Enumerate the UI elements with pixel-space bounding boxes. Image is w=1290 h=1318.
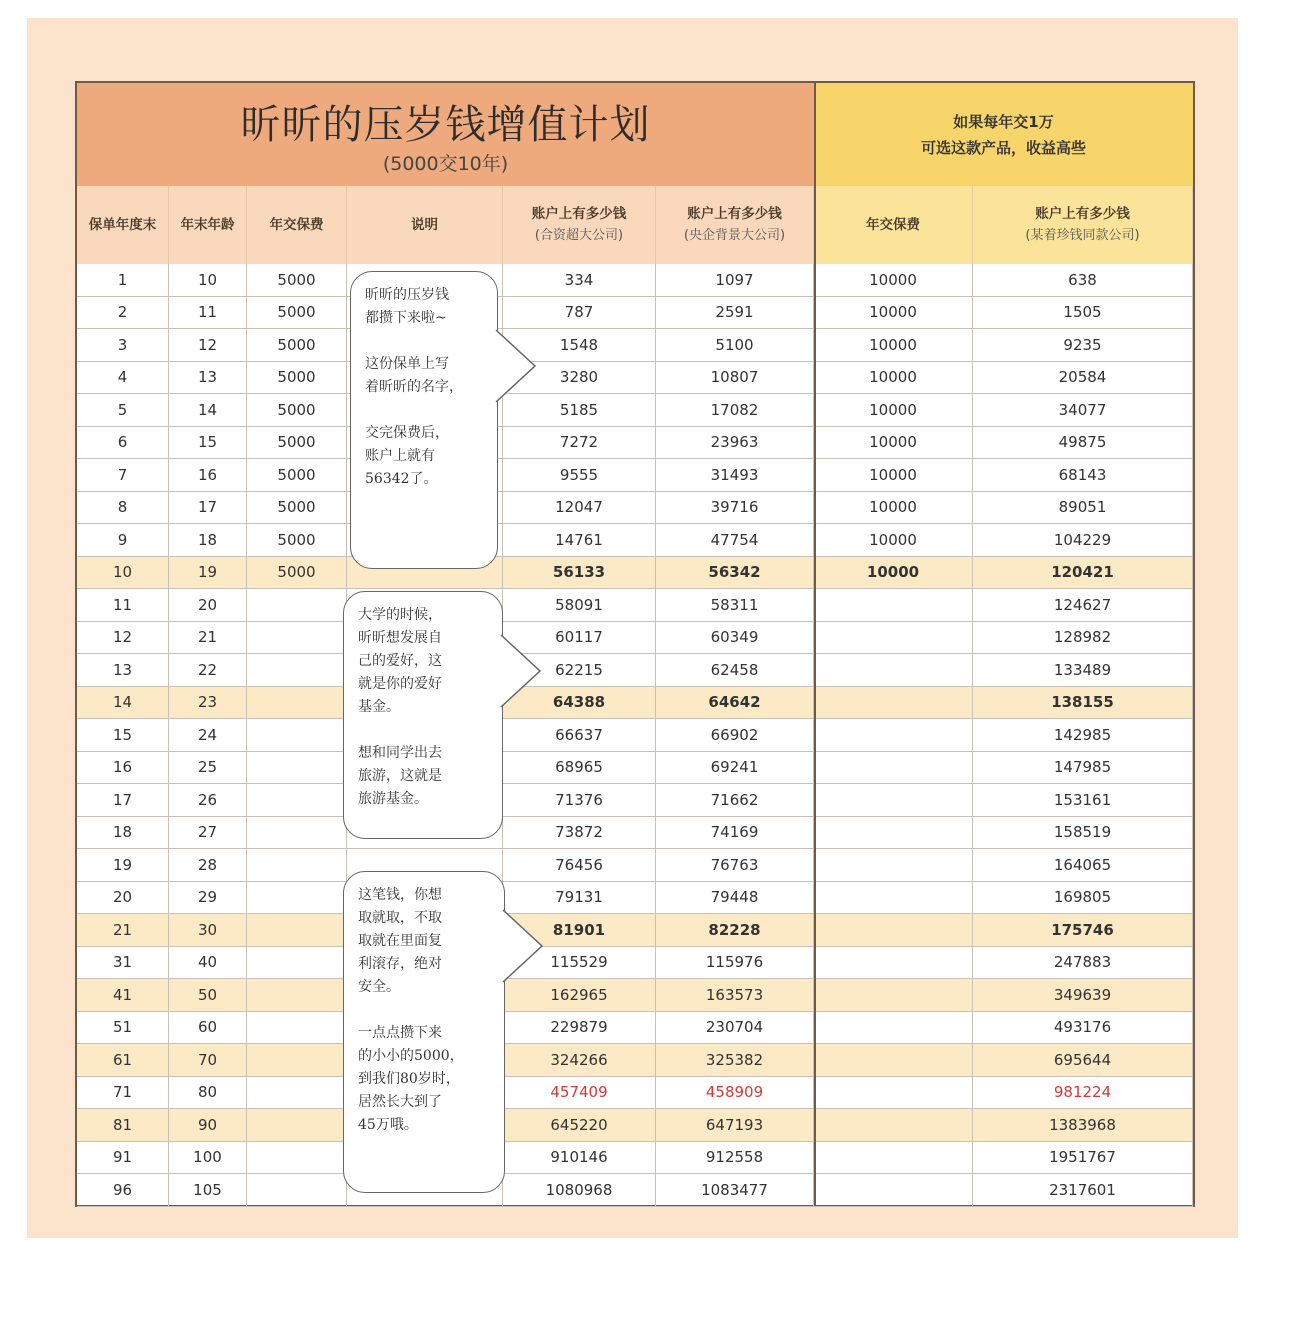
cell-y: 3 [77,329,169,361]
column-header-label: 账户上有多少钱 [1035,206,1130,222]
cell-prem2 [814,654,973,686]
table-row [77,1012,1193,1045]
cell-a: 787 [503,297,656,329]
table-row [77,589,1193,622]
cell-prem: 5000 [247,492,347,524]
cell-y: 2 [77,297,169,329]
cell-b: 2591 [656,297,814,329]
cell-prem2: 10000 [814,557,973,589]
cell-prem2: 10000 [814,427,973,459]
cell-c: 120421 [973,557,1193,589]
cell-prem2: 10000 [814,394,973,426]
cell-y: 21 [77,914,169,946]
cell-b: 1083477 [656,1174,814,1206]
table-row [77,654,1193,687]
cell-y: 13 [77,654,169,686]
cell-prem2: 10000 [814,297,973,329]
cell-prem2 [814,947,973,979]
cell-a: 1080968 [503,1174,656,1206]
column-header [503,186,656,264]
cell-c: 493176 [973,1012,1193,1044]
cell-age: 14 [169,394,247,426]
cell-prem: 5000 [247,329,347,361]
column-header-label: 年末年龄 [180,217,235,233]
cell-c: 1505 [973,297,1193,329]
cell-a: 73872 [503,817,656,849]
table-row [77,979,1193,1012]
cell-a: 1548 [503,329,656,361]
column-header [656,186,814,264]
cell-prem2: 10000 [814,362,973,394]
note-bubble [343,871,505,1193]
cell-age: 27 [169,817,247,849]
cell-y: 9 [77,524,169,556]
bubble-tail [495,328,545,408]
cell-c: 1951767 [973,1142,1193,1174]
cell-y: 10 [77,557,169,589]
cell-c: 349639 [973,979,1193,1011]
cell-prem2 [814,1077,973,1109]
cell-y: 12 [77,622,169,654]
table-row [77,817,1193,850]
cell-a: 334 [503,264,656,296]
cell-age: 21 [169,622,247,654]
cell-y: 96 [77,1174,169,1206]
cell-prem [247,914,347,946]
cell-prem2 [814,1109,973,1141]
cell-a: 60117 [503,622,656,654]
column-header-label: 说明 [411,217,438,233]
cell-a: 62215 [503,654,656,686]
cell-prem2 [814,719,973,751]
cell-a: 457409 [503,1077,656,1109]
cell-y: 8 [77,492,169,524]
cell-age: 16 [169,459,247,491]
cell-age: 60 [169,1012,247,1044]
note-bubble [343,591,503,839]
cell-b: 31493 [656,459,814,491]
table-row [77,784,1193,817]
cell-b: 115976 [656,947,814,979]
cell-y: 5 [77,394,169,426]
column-header-label: 账户上有多少钱 [687,206,782,222]
cell-prem [247,719,347,751]
cell-b: 60349 [656,622,814,654]
table-row [77,687,1193,720]
cell-prem2 [814,1174,973,1206]
cell-y: 4 [77,362,169,394]
cell-age: 19 [169,557,247,589]
cell-age: 18 [169,524,247,556]
cell-a: 71376 [503,784,656,816]
cell-b: 163573 [656,979,814,1011]
column-header-label: 保单年度末 [88,217,157,233]
cell-prem [247,1077,347,1109]
bubble-tail [502,908,552,988]
cell-age: 24 [169,719,247,751]
cell-prem: 5000 [247,459,347,491]
cell-b: 76763 [656,849,814,881]
column-header-label: 年交保费 [269,217,324,233]
note-text: 这笔钱，你想 取就取，不取 取就在里面复 利滚存，绝对 安全。 一点点攒下来 的小小的5000， 到我们80岁时， 居然长大到了 45万哦。 [358,887,464,1133]
cell-y: 31 [77,947,169,979]
table-row [77,1109,1193,1142]
cell-c: 153161 [973,784,1193,816]
cell-a: 162965 [503,979,656,1011]
cell-a: 81901 [503,914,656,946]
cell-y: 15 [77,719,169,751]
cell-a: 14761 [503,524,656,556]
cell-age: 90 [169,1109,247,1141]
table-row [77,394,1193,427]
cell-age: 11 [169,297,247,329]
cell-c: 247883 [973,947,1193,979]
cell-prem [247,622,347,654]
table-row [77,882,1193,915]
table-row [77,1077,1193,1110]
cell-age: 80 [169,1077,247,1109]
cell-age: 50 [169,979,247,1011]
cell-b: 71662 [656,784,814,816]
cell-y: 61 [77,1044,169,1076]
cell-a: 12047 [503,492,656,524]
cell-a: 79131 [503,882,656,914]
cell-c: 2317601 [973,1174,1193,1206]
cell-prem [247,1142,347,1174]
cell-prem2 [814,882,973,914]
cell-prem2 [814,687,973,719]
cell-y: 71 [77,1077,169,1109]
cell-a: 64388 [503,687,656,719]
column-header-label: 账户上有多少钱 [531,206,627,222]
cell-y: 11 [77,589,169,621]
table-row [77,524,1193,557]
cell-c: 49875 [973,427,1193,459]
note-bubble [350,271,498,569]
table-row [77,914,1193,947]
table-row [77,1044,1193,1077]
cell-b: 458909 [656,1077,814,1109]
cell-c: 169805 [973,882,1193,914]
cell-prem: 5000 [247,394,347,426]
cell-y: 14 [77,687,169,719]
cell-a: 115529 [503,947,656,979]
cell-c: 158519 [973,817,1193,849]
cell-prem2 [814,914,973,946]
cell-y: 91 [77,1142,169,1174]
cell-prem2 [814,752,973,784]
cell-b: 58311 [656,589,814,621]
table-row [77,1174,1193,1207]
cell-b: 23963 [656,427,814,459]
cell-prem2 [814,1044,973,1076]
table-row [77,264,1193,297]
cell-prem [247,1012,347,1044]
cell-c: 175746 [973,914,1193,946]
promo-line-1: 如果每年交1万 [953,113,1054,131]
cell-age: 70 [169,1044,247,1076]
cell-prem [247,752,347,784]
cell-c: 147985 [973,752,1193,784]
cell-b: 17082 [656,394,814,426]
cell-y: 20 [77,882,169,914]
cell-prem2: 10000 [814,492,973,524]
cell-b: 325382 [656,1044,814,1076]
column-header-sublabel: (合资超大公司) [534,228,624,243]
cell-prem [247,687,347,719]
cell-age: 12 [169,329,247,361]
cell-prem: 5000 [247,557,347,589]
column-header-sublabel: (央企背景大公司) [683,228,786,243]
cell-b: 230704 [656,1012,814,1044]
cell-y: 19 [77,849,169,881]
note-text: 昕昕的压岁钱 都攒下来啦~ 这份保单上写 着昕昕的名字， 交完保费后， 账户上就有 56342了。 [365,287,463,487]
cell-prem2 [814,1012,973,1044]
cell-prem2: 10000 [814,524,973,556]
table-row [77,557,1193,590]
promo-banner [814,83,1193,186]
cell-a: 229879 [503,1012,656,1044]
cell-prem: 5000 [247,427,347,459]
cell-c: 138155 [973,687,1193,719]
cell-y: 16 [77,752,169,784]
cell-y: 1 [77,264,169,296]
cell-a: 645220 [503,1109,656,1141]
cell-age: 10 [169,264,247,296]
cell-c: 34077 [973,394,1193,426]
cell-age: 26 [169,784,247,816]
page-title: 昕昕的压岁钱增值计划 [240,102,651,148]
table-row [77,752,1193,785]
cell-age: 17 [169,492,247,524]
cell-b: 912558 [656,1142,814,1174]
page-subtitle: (5000交10年) [382,153,509,175]
cell-c: 142985 [973,719,1193,751]
cell-y: 6 [77,427,169,459]
cell-b: 79448 [656,882,814,914]
cell-age: 23 [169,687,247,719]
cell-prem [247,849,347,881]
cell-age: 40 [169,947,247,979]
table-row [77,849,1193,882]
table-row [77,459,1193,492]
cell-b: 82228 [656,914,814,946]
table-row [77,329,1193,362]
cell-prem [247,1174,347,1206]
cell-y: 7 [77,459,169,491]
cell-prem [247,882,347,914]
cell-c: 89051 [973,492,1193,524]
cell-b: 5100 [656,329,814,361]
cell-y: 81 [77,1109,169,1141]
cell-b: 47754 [656,524,814,556]
cell-age: 15 [169,427,247,459]
cell-b: 10807 [656,362,814,394]
cell-age: 105 [169,1174,247,1206]
cell-a: 5185 [503,394,656,426]
cell-age: 30 [169,914,247,946]
cell-a: 7272 [503,427,656,459]
table-row [77,719,1193,752]
cell-prem: 5000 [247,524,347,556]
table-row [77,947,1193,980]
cell-c: 104229 [973,524,1193,556]
cell-age: 25 [169,752,247,784]
cell-c: 133489 [973,654,1193,686]
cell-b: 56342 [656,557,814,589]
cell-prem2 [814,849,973,881]
cell-a: 9555 [503,459,656,491]
section-divider [814,83,816,1205]
cell-b: 62458 [656,654,814,686]
cell-prem: 5000 [247,362,347,394]
promo-line-2: 可选这款产品，收益高些 [920,139,1086,157]
cell-c: 981224 [973,1077,1193,1109]
plan-table [75,81,1195,1207]
column-header [247,186,347,264]
cell-prem2 [814,622,973,654]
cell-prem2 [814,784,973,816]
cell-age: 100 [169,1142,247,1174]
cell-a: 68965 [503,752,656,784]
cell-a: 56133 [503,557,656,589]
cell-prem [247,979,347,1011]
cell-prem [247,1109,347,1141]
cell-a: 58091 [503,589,656,621]
cell-c: 164065 [973,849,1193,881]
cell-prem: 5000 [247,297,347,329]
cell-c: 68143 [973,459,1193,491]
cell-a: 76456 [503,849,656,881]
cell-y: 51 [77,1012,169,1044]
cell-prem [247,784,347,816]
cell-c: 124627 [973,589,1193,621]
cell-a: 324266 [503,1044,656,1076]
cell-c: 1383968 [973,1109,1193,1141]
cell-y: 17 [77,784,169,816]
cell-b: 1097 [656,264,814,296]
cell-a: 3280 [503,362,656,394]
cell-y: 18 [77,817,169,849]
cell-prem [247,817,347,849]
cell-prem2 [814,589,973,621]
cell-c: 638 [973,264,1193,296]
cell-prem2 [814,817,973,849]
cell-b: 69241 [656,752,814,784]
cell-prem2: 10000 [814,459,973,491]
cell-c: 128982 [973,622,1193,654]
cell-prem2 [814,979,973,1011]
cell-prem: 5000 [247,264,347,296]
cell-b: 647193 [656,1109,814,1141]
cell-prem2 [814,1142,973,1174]
column-header [347,186,503,264]
cell-b: 39716 [656,492,814,524]
table-row [77,297,1193,330]
cell-b: 66902 [656,719,814,751]
column-header-label: 年交保费 [866,217,920,233]
cell-b: 64642 [656,687,814,719]
bubble-tail [500,633,550,713]
cell-c: 9235 [973,329,1193,361]
cell-age: 22 [169,654,247,686]
cell-age: 28 [169,849,247,881]
cell-prem2: 10000 [814,264,973,296]
column-header-sublabel: (某着珍钱同款公司) [1025,228,1140,243]
cell-prem [247,947,347,979]
column-header [814,186,973,264]
cell-c: 20584 [973,362,1193,394]
cell-age: 20 [169,589,247,621]
table-row [77,1142,1193,1175]
column-header [973,186,1193,264]
table-row [77,622,1193,655]
column-header [77,186,169,264]
cell-prem [247,1044,347,1076]
cell-age: 13 [169,362,247,394]
column-header [169,186,247,264]
cell-c: 695644 [973,1044,1193,1076]
table-row [77,362,1193,395]
cell-y: 41 [77,979,169,1011]
cell-a: 66637 [503,719,656,751]
table-row [77,492,1193,525]
title-banner [77,83,814,186]
cell-prem [247,589,347,621]
cell-prem [247,654,347,686]
cell-age: 29 [169,882,247,914]
cell-a: 910146 [503,1142,656,1174]
cell-prem2: 10000 [814,329,973,361]
cell-b: 74169 [656,817,814,849]
note-text: 大学的时候， 昕昕想发展自 己的爱好，这 就是你的爱好 基金。 想和同学出去 旅游，这就是 旅游基金。 [358,607,442,807]
table-row [77,427,1193,460]
